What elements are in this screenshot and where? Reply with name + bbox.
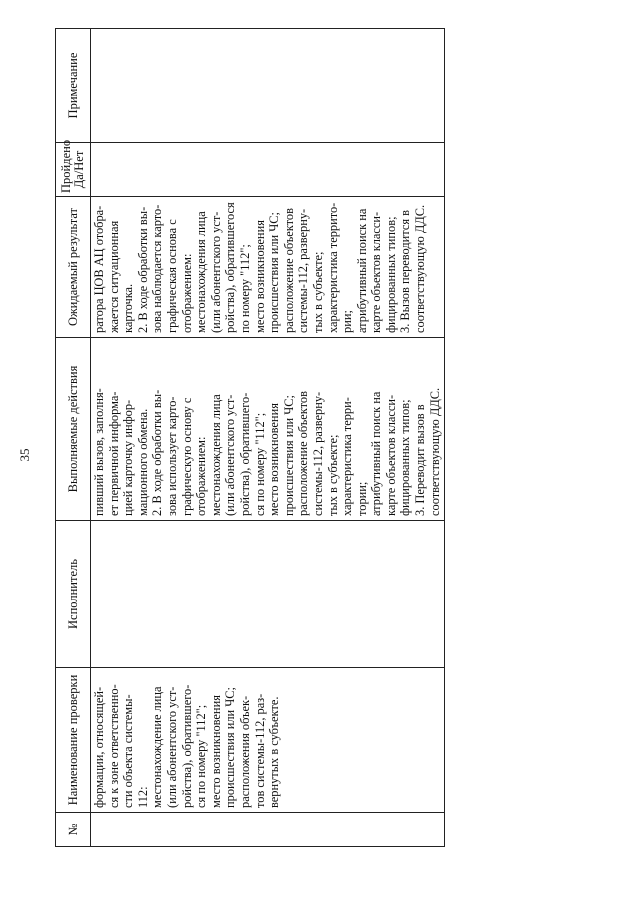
text-line: формации, относящей- xyxy=(92,686,106,808)
text-line: карте объектов класси- xyxy=(383,394,398,516)
text-line: место возникновения xyxy=(267,403,282,516)
page-number: 35 xyxy=(17,448,32,462)
text-line: происшествия или ЧС; xyxy=(281,395,296,516)
header-check-name: Наименование проверки xyxy=(56,668,91,813)
text-line: 3. Вызов переводится в xyxy=(398,209,413,333)
text-line: (или абонентского уст- xyxy=(164,686,179,808)
actions-text xyxy=(91,342,442,516)
text-line: системы-112, разверну- xyxy=(310,391,325,516)
text-line: расположения объек- xyxy=(237,695,252,808)
text-line: 112: xyxy=(135,786,150,808)
cell-actions xyxy=(91,338,445,521)
text-line: мационного обмена. xyxy=(135,408,150,516)
text-line: местонахождения лица xyxy=(194,211,209,333)
text-line: происшествия или ЧС; xyxy=(223,687,238,808)
text-line: тых в субъекте; xyxy=(310,251,325,333)
text-line: тории; xyxy=(354,481,369,516)
text-line: соответствующую ДДС. xyxy=(427,387,442,516)
text-line: ся к зоне ответственно- xyxy=(106,684,121,808)
text-line: расположение объектов xyxy=(281,208,296,333)
text-line: ся по номеру "112"; xyxy=(252,412,267,516)
text-line: ся по номеру "112"; xyxy=(194,704,209,808)
text-line: жается ситуационная xyxy=(106,220,121,333)
text-line: характеристика терри- xyxy=(340,397,355,516)
text-line: отображением: xyxy=(194,436,209,516)
test-table xyxy=(55,28,445,847)
table-row xyxy=(91,29,445,847)
cell-expected xyxy=(91,197,445,338)
text-line: характеристика террито- xyxy=(325,202,340,333)
header-executor: Исполнитель xyxy=(56,521,91,668)
rotated-table-wrapper xyxy=(55,29,445,847)
text-line: графическая основа с xyxy=(164,219,179,333)
text-line: 2. В ходе обработки вы- xyxy=(135,206,150,333)
text-line: атрибутивный поиск на xyxy=(369,391,384,516)
text-line: расположение объектов xyxy=(296,391,311,516)
text-line: ет первичной информа- xyxy=(106,391,121,516)
text-line: 2. В ходе обработки вы- xyxy=(150,389,165,516)
cell-passed xyxy=(91,143,445,197)
header-actions: Выполняемые действия xyxy=(56,338,91,521)
text-line: 3. Переводит вызов в xyxy=(413,404,428,516)
header-num: № xyxy=(56,813,91,847)
text-line: местонахождения лица xyxy=(208,394,223,516)
text-line: зова использует карто- xyxy=(164,396,179,516)
text-line: рии; xyxy=(340,310,355,333)
text-line: ратора ЦОВ АЦ отобра- xyxy=(92,205,106,333)
text-line: системы-112, разверну- xyxy=(296,208,311,333)
text-line: карточка. xyxy=(121,283,136,333)
cell-check-name xyxy=(91,668,445,813)
text-line: место возникновения xyxy=(208,695,223,808)
header-note: Примечание xyxy=(56,29,91,143)
text-line: фицированных типов; xyxy=(398,399,413,516)
text-line: атрибутивный поиск на xyxy=(354,208,369,333)
text-line: местонахождение лица xyxy=(150,686,165,808)
text-line: пивший вызов, заполня- xyxy=(92,388,106,516)
text-line: происшествия или ЧС; xyxy=(267,212,282,333)
text-line: карте объектов класси- xyxy=(369,211,384,333)
text-line: место возникновения xyxy=(252,220,267,333)
text-line: цией карточку инфор- xyxy=(121,399,136,516)
text-line: графическую основу с xyxy=(179,397,194,516)
text-line: по номеру "112"; xyxy=(237,244,252,333)
text-line: сти объекта системы- xyxy=(121,694,136,808)
text-line: отображением: xyxy=(179,253,194,333)
header-expected: Ожидаемый результат xyxy=(56,197,91,338)
cell-num xyxy=(91,813,445,847)
text-line: ройства), обратившего- xyxy=(237,392,252,516)
text-line: ройства), обратившего- xyxy=(179,684,194,808)
text-line: тов системы-112, раз- xyxy=(252,693,267,808)
cell-executor xyxy=(91,521,445,668)
header-passed: Пройдено Да/Нет xyxy=(56,143,91,197)
text-line: ройства), обратившегося xyxy=(223,202,238,333)
text-line: зова наблюдается карто- xyxy=(150,204,165,333)
expected-text xyxy=(91,201,428,333)
text-line: вернутых в субъекте. xyxy=(267,696,282,808)
header-row xyxy=(56,29,91,847)
text-line: фицированных типов; xyxy=(383,216,398,333)
cell-note xyxy=(91,29,445,143)
text-line: тых в субъекте; xyxy=(325,434,340,516)
check-name-text xyxy=(91,672,282,808)
text-line: (или абонентского уст- xyxy=(208,211,223,333)
text-line: соответствующую ДДС. xyxy=(413,204,428,333)
text-line: (или абонентского уст- xyxy=(223,394,238,516)
